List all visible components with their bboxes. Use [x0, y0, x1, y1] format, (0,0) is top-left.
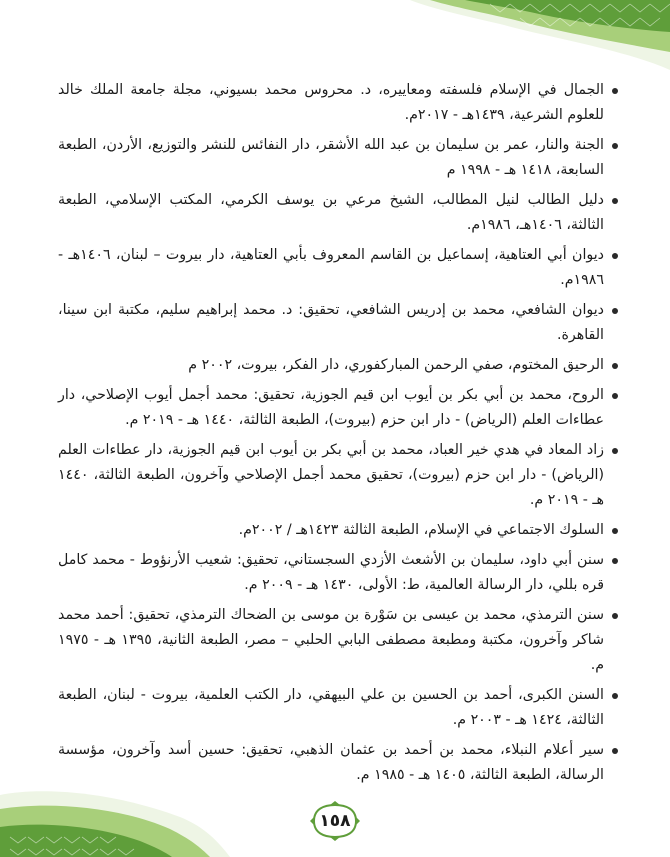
reference-item: ديوان أبي العتاهية، إسماعيل بن القاسم المعروف بأبي العتاهية، دار بيروت – لبنان، ١٤٠٦هـ - ١٩٨٦م.: [58, 243, 620, 293]
reference-item: سنن الترمذي، محمد بن عيسى بن سَوْرة بن موسى بن الضحاك الترمذي، تحقيق: أحمد محمد شاكر وآخرون، مكتبة ومطبعة مصطفى البابي الحلبي – مصر، الطبعة الثانية، ١٣٩٥ هـ - ١٩٧٥ م.: [58, 603, 620, 678]
reference-item: سير أعلام النبلاء، محمد بن أحمد بن عثمان الذهبي، تحقيق: حسين أسد وآخرون، مؤسسة الرسالة، الطبعة الثالثة، ١٤٠٥ هـ - ١٩٨٥ م.: [58, 738, 620, 788]
references-section: [58, 78, 620, 793]
reference-item: الجنة والنار، عمر بن سليمان بن عبد الله الأشقر، دار النفائس للنشر والتوزيع، الأردن، الطبعة السابعة، ١٤١٨ هـ - ١٩٩٨ م: [58, 133, 620, 183]
reference-item: ديوان الشافعي، محمد بن إدريس الشافعي، تحقيق: د. محمد إبراهيم سليم، مكتبة ابن سينا، القاهرة.: [58, 298, 620, 348]
reference-item: سنن أبي داود، سليمان بن الأشعث الأزدي السجستاني، تحقيق: شعيب الأرنؤوط - محمد كامل قره بللي، دار الرسالة العالمية، ط: الأولى، ١٤٣٠ هـ - ٢٠٠٩ م.: [58, 548, 620, 598]
reference-item: السلوك الاجتماعي في الإسلام، الطبعة الثالثة ١٤٢٣هـ / ٢٠٠٢م.: [58, 518, 620, 543]
reference-item: دليل الطالب لنيل المطالب، الشيخ مرعي بن يوسف الكرمي، المكتب الإسلامي، الطبعة الثالثة، ١٤٠٦هـ، ١٩٨٦م.: [58, 188, 620, 238]
page-number-badge: [308, 801, 362, 841]
reference-item: زاد المعاد في هدي خير العباد، محمد بن أبي بكر بن أيوب ابن قيم الجوزية، دار عطاءات العلم (الرياض) - دار ابن حزم (بيروت)، تحقيق محمد أجمل الإصلاحي وآخرون، الطبعة الثالثة، ١٤٤٠ هـ - ٢٠١٩ م.: [58, 438, 620, 513]
reference-item: الروح، محمد بن أبي بكر بن أيوب ابن قيم الجوزية، تحقيق: محمد أجمل أيوب الإصلاحي، دار عطاءات العلم (الرياض) - دار ابن حزم (بيروت)، الطبعة الثالثة، ١٤٤٠ هـ - ٢٠١٩ م.: [58, 383, 620, 433]
reference-item: السنن الكبرى، أحمد بن الحسين بن علي البيهقي، دار الكتب العلمية، بيروت - لبنان، الطبعة الثالثة، ١٤٢٤ هـ - ٢٠٠٣ م.: [58, 683, 620, 733]
reference-item: الرحيق المختوم، صفي الرحمن المباركفوري، دار الفكر، بيروت، ٢٠٠٢ م: [58, 353, 620, 378]
page-number: ١٥٨: [319, 811, 351, 831]
reference-item: الجمال في الإسلام فلسفته ومعاييره، د. محروس محمد بسيوني، مجلة جامعة الملك خالد للعلوم الشرعية، ١٤٣٩هـ - ٢٠١٧م.: [58, 78, 620, 128]
top-green-ornament: [410, 0, 670, 70]
references-list: [58, 78, 620, 788]
